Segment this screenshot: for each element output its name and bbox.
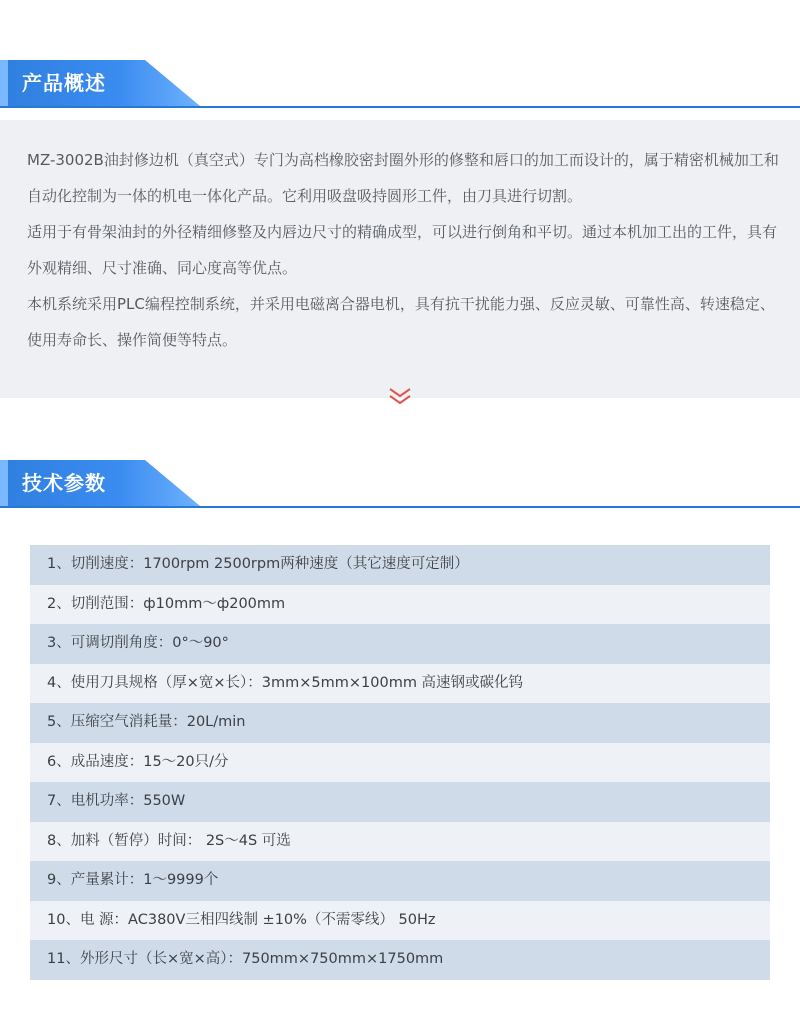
overview-panel bbox=[0, 120, 800, 398]
spec-row-motor-power: 7、电机功率：550W bbox=[30, 782, 770, 822]
spec-row-tool-size: 4、使用刀具规格（厚×宽×长）：3mm×5mm×100mm 高速钢或碳化钨 bbox=[30, 664, 770, 704]
spec-table bbox=[30, 545, 770, 980]
header-tab-accent bbox=[0, 60, 8, 106]
spec-row-cutting-angle: 3、可调切削角度：0°～90° bbox=[30, 624, 770, 664]
overview-section-header bbox=[0, 60, 800, 108]
section-title-overview: 产品概述 bbox=[22, 71, 106, 95]
overview-paragraph-2: 适用于有骨架油封的外径精细修整及内唇边尺寸的精确成型，可以进行倒角和平切。通过本机加工出的工件，具有外观精细、尺寸准确、同心度高等优点。 bbox=[27, 223, 778, 277]
spec-row-cutting-range: 2、切削范围：ф10mm～ф200mm bbox=[30, 585, 770, 625]
spec-row-dimensions: 11、外形尺寸（长×宽×高）：750mm×750mm×1750mm bbox=[30, 940, 770, 980]
spec-row-output-count: 9、产量累计：1～9999个 bbox=[30, 861, 770, 901]
spec-row-air-consumption: 5、压缩空气消耗量：20L/min bbox=[30, 703, 770, 743]
section-title-specs: 技术参数 bbox=[22, 471, 106, 495]
spec-row-cutting-speed: 1、切削速度：1700rpm 2500rpm两种速度（其它速度可定制） bbox=[30, 545, 770, 585]
spec-row-output-speed: 6、成品速度：15～20只/分 bbox=[30, 743, 770, 783]
spec-row-power-supply: 10、电 源：AC380V三相四线制 ±10%（不需零线） 50Hz bbox=[30, 901, 770, 941]
header-divider bbox=[0, 506, 800, 508]
header-tab-accent bbox=[0, 460, 8, 506]
header-divider bbox=[0, 106, 800, 108]
overview-paragraph-1: MZ-3002B油封修边机（真空式）专门为高档橡胶密封圈外形的修整和唇口的加工而设计的，属于精密机械加工和自动化控制为一体的机电一体化产品。它利用吸盘吸持圆形工件，由刀具进行切割。 bbox=[27, 151, 779, 205]
overview-paragraph-3: 本机系统采用PLC编程控制系统，并采用电磁离合器电机，具有抗干扰能力强、反应灵敏、可靠性高、转速稳定、使用寿命长、操作简便等特点。 bbox=[27, 295, 775, 349]
spec-row-feed-time: 8、加料（暂停）时间： 2S～4S 可选 bbox=[30, 822, 770, 862]
specs-section-header bbox=[0, 460, 800, 508]
double-chevron-down-icon[interactable] bbox=[388, 386, 412, 406]
